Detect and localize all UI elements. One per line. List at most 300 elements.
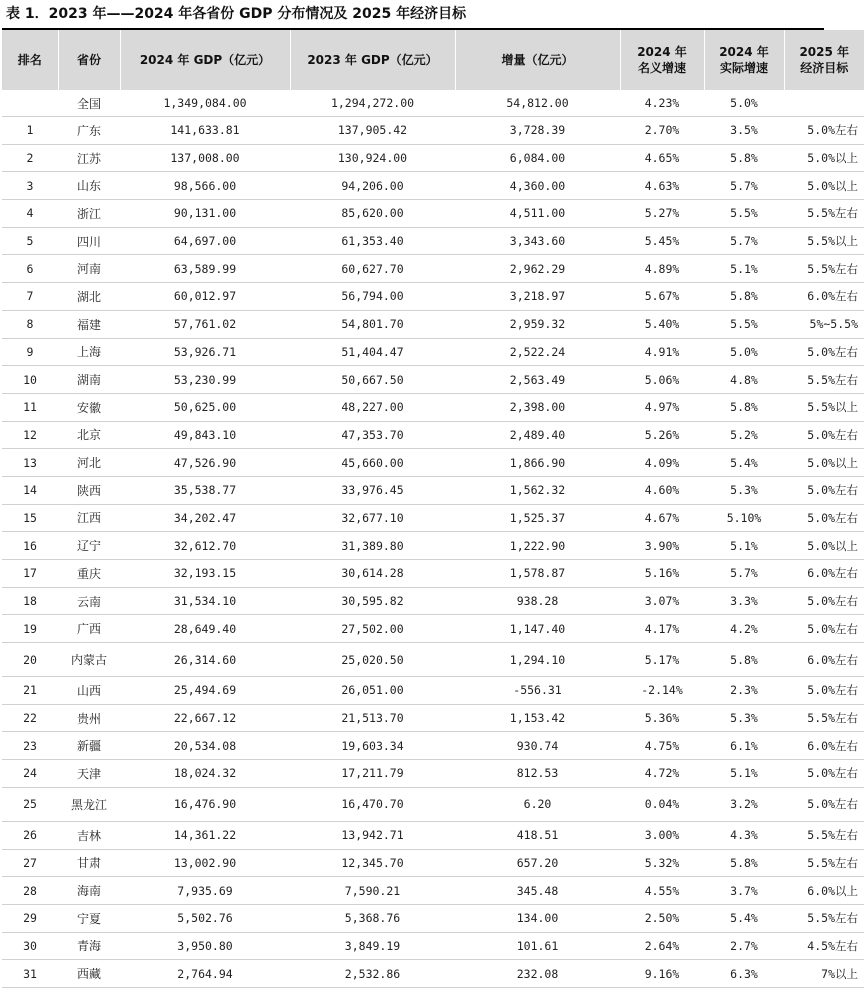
cell-rank: 18 (2, 587, 58, 615)
table-row (2, 732, 864, 760)
table-title: 表 1．2023 年——2024 年各省份 GDP 分布情况及 2025 年经济目标 (6, 6, 467, 22)
cell-nominal-growth: 4.09% (620, 449, 704, 477)
cell-gdp-2023: 30,614.28 (290, 560, 455, 588)
cell-real-growth: 5.1% (704, 255, 784, 283)
cell-gdp-2023: 5,368.76 (290, 904, 455, 932)
cell-gdp-2023: 61,353.40 (290, 227, 455, 255)
cell-increase: 1,562.32 (455, 476, 620, 504)
cell-gdp-2023: 7,590.21 (290, 877, 455, 905)
cell-gdp-2023: 16,470.70 (290, 787, 455, 821)
cell-gdp-2024: 2,764.94 (120, 960, 290, 988)
cell-rank: 13 (2, 449, 58, 477)
cell-province: 青海 (58, 932, 120, 960)
cell-increase: 2,522.24 (455, 338, 620, 366)
cell-gdp-2023: 45,660.00 (290, 449, 455, 477)
table-row (2, 760, 864, 788)
cell-gdp-2024: 16,476.90 (120, 787, 290, 821)
cell-real-growth: 6.3% (704, 960, 784, 988)
cell-rank: 14 (2, 476, 58, 504)
cell-real-growth: 4.2% (704, 615, 784, 643)
cell-gdp-2023: 48,227.00 (290, 393, 455, 421)
cell-gdp-2023: 3,849.19 (290, 932, 455, 960)
cell-gdp-2024: 14,361.22 (120, 821, 290, 849)
cell-real-growth: 5.1% (704, 760, 784, 788)
cell-gdp-2023: 25,020.50 (290, 643, 455, 677)
cell-province: 天津 (58, 760, 120, 788)
cell-gdp-2024: 53,926.71 (120, 338, 290, 366)
cell-increase: 1,525.37 (455, 504, 620, 532)
cell-real-growth: 3.3% (704, 587, 784, 615)
cell-increase: 1,866.90 (455, 449, 620, 477)
cell-target: 5.5%左右 (784, 255, 864, 283)
cell-gdp-2024: 57,761.02 (120, 310, 290, 338)
cell-rank: 24 (2, 760, 58, 788)
cell-target: 5.5%以上 (784, 227, 864, 255)
cell-province: 宁夏 (58, 904, 120, 932)
table-row (2, 877, 864, 905)
cell-nominal-growth: 5.16% (620, 560, 704, 588)
cell-real-growth: 5.8% (704, 283, 784, 311)
cell-real-growth: 5.8% (704, 393, 784, 421)
cell-real-growth: 3.2% (704, 787, 784, 821)
cell-increase: 345.48 (455, 877, 620, 905)
cell-nominal-growth: -2.14% (620, 677, 704, 705)
cell-gdp-2024: 1,349,084.00 (120, 90, 290, 117)
cell-nominal-growth: 4.60% (620, 476, 704, 504)
cell-nominal-growth: 4.55% (620, 877, 704, 905)
cell-gdp-2023: 54,801.70 (290, 310, 455, 338)
table-row (2, 704, 864, 732)
cell-rank: 10 (2, 366, 58, 394)
cell-gdp-2023: 12,345.70 (290, 849, 455, 877)
cell-province: 北京 (58, 421, 120, 449)
cell-increase: 2,563.49 (455, 366, 620, 394)
header-nominal-line2: 名义增速 (637, 61, 686, 75)
cell-real-growth: 5.10% (704, 504, 784, 532)
table-row (2, 504, 864, 532)
cell-nominal-growth: 4.63% (620, 172, 704, 200)
table-row (2, 787, 864, 821)
cell-nominal-growth: 3.90% (620, 532, 704, 560)
cell-rank: 8 (2, 310, 58, 338)
cell-gdp-2023: 137,905.42 (290, 117, 455, 145)
cell-province: 广东 (58, 117, 120, 145)
cell-gdp-2024: 98,566.00 (120, 172, 290, 200)
header-gdp-2023: 2023 年 GDP（亿元） (290, 30, 455, 90)
cell-gdp-2024: 5,502.76 (120, 904, 290, 932)
cell-increase: 657.20 (455, 849, 620, 877)
cell-real-growth: 5.7% (704, 172, 784, 200)
cell-increase: 930.74 (455, 732, 620, 760)
cell-gdp-2023: 56,794.00 (290, 283, 455, 311)
table-row (2, 476, 864, 504)
table-row (2, 338, 864, 366)
table-row (2, 200, 864, 228)
cell-gdp-2024: 50,625.00 (120, 393, 290, 421)
cell-gdp-2024: 32,193.15 (120, 560, 290, 588)
header-increase: 增量（亿元） (455, 30, 620, 90)
cell-real-growth: 5.8% (704, 849, 784, 877)
cell-province: 重庆 (58, 560, 120, 588)
cell-nominal-growth: 5.36% (620, 704, 704, 732)
cell-province: 河北 (58, 449, 120, 477)
cell-target: 5.5%左右 (784, 200, 864, 228)
table-row (2, 677, 864, 705)
cell-real-growth: 2.3% (704, 677, 784, 705)
cell-gdp-2024: 25,494.69 (120, 677, 290, 705)
cell-nominal-growth: 5.67% (620, 283, 704, 311)
cell-rank: 7 (2, 283, 58, 311)
cell-province: 新疆 (58, 732, 120, 760)
cell-gdp-2024: 64,697.00 (120, 227, 290, 255)
cell-rank: 22 (2, 704, 58, 732)
cell-nominal-growth: 4.65% (620, 144, 704, 172)
cell-province: 内蒙古 (58, 643, 120, 677)
cell-rank: 3 (2, 172, 58, 200)
cell-nominal-growth: 4.89% (620, 255, 704, 283)
cell-gdp-2023: 47,353.70 (290, 421, 455, 449)
header-row (2, 30, 864, 90)
cell-province: 上海 (58, 338, 120, 366)
cell-province: 全国 (58, 90, 120, 117)
cell-nominal-growth: 3.00% (620, 821, 704, 849)
cell-rank: 27 (2, 849, 58, 877)
cell-province: 广西 (58, 615, 120, 643)
cell-rank: 29 (2, 904, 58, 932)
cell-gdp-2023: 1,294,272.00 (290, 90, 455, 117)
cell-gdp-2023: 60,627.70 (290, 255, 455, 283)
cell-gdp-2023: 33,976.45 (290, 476, 455, 504)
cell-target: 5.0%以上 (784, 144, 864, 172)
cell-real-growth: 6.1% (704, 732, 784, 760)
cell-increase: 232.08 (455, 960, 620, 988)
header-real-growth (704, 30, 784, 90)
cell-real-growth: 5.0% (704, 338, 784, 366)
cell-target: 5.0%左右 (784, 677, 864, 705)
cell-nominal-growth: 5.27% (620, 200, 704, 228)
table-row (2, 117, 864, 145)
cell-gdp-2024: 32,612.70 (120, 532, 290, 560)
cell-gdp-2023: 130,924.00 (290, 144, 455, 172)
cell-rank: 1 (2, 117, 58, 145)
cell-increase: 4,360.00 (455, 172, 620, 200)
table-row (2, 144, 864, 172)
cell-gdp-2023: 30,595.82 (290, 587, 455, 615)
header-gdp-2024: 2024 年 GDP（亿元） (120, 30, 290, 90)
cell-rank: 20 (2, 643, 58, 677)
cell-rank: 5 (2, 227, 58, 255)
cell-gdp-2023: 94,206.00 (290, 172, 455, 200)
cell-province: 陕西 (58, 476, 120, 504)
cell-nominal-growth: 4.17% (620, 615, 704, 643)
cell-increase: 1,222.90 (455, 532, 620, 560)
cell-increase: -556.31 (455, 677, 620, 705)
cell-rank: 6 (2, 255, 58, 283)
cell-target: 5.0%以上 (784, 172, 864, 200)
cell-increase: 2,959.32 (455, 310, 620, 338)
cell-rank: 2 (2, 144, 58, 172)
cell-real-growth: 5.3% (704, 704, 784, 732)
table-row (2, 643, 864, 677)
cell-target: 5.5%左右 (784, 366, 864, 394)
cell-gdp-2023: 27,502.00 (290, 615, 455, 643)
cell-real-growth: 5.8% (704, 643, 784, 677)
cell-province: 黑龙江 (58, 787, 120, 821)
cell-gdp-2024: 26,314.60 (120, 643, 290, 677)
cell-target: 6.0%左右 (784, 732, 864, 760)
cell-rank: 12 (2, 421, 58, 449)
cell-gdp-2024: 13,002.90 (120, 849, 290, 877)
cell-increase: 2,962.29 (455, 255, 620, 283)
header-real-line2: 实际增速 (719, 61, 768, 75)
cell-province: 海南 (58, 877, 120, 905)
cell-target: 5.0%左右 (784, 338, 864, 366)
table-row (2, 560, 864, 588)
cell-gdp-2024: 141,633.81 (120, 117, 290, 145)
cell-target: 5.5%左右 (784, 821, 864, 849)
cell-target: 5.0%左右 (784, 421, 864, 449)
cell-rank: 19 (2, 615, 58, 643)
cell-province: 湖南 (58, 366, 120, 394)
cell-real-growth: 5.0% (704, 90, 784, 117)
cell-nominal-growth: 2.64% (620, 932, 704, 960)
cell-real-growth: 5.5% (704, 200, 784, 228)
cell-real-growth: 5.8% (704, 144, 784, 172)
cell-gdp-2023: 51,404.47 (290, 338, 455, 366)
header-target-line2: 经济目标 (800, 61, 849, 75)
cell-gdp-2024: 53,230.99 (120, 366, 290, 394)
cell-nominal-growth: 5.32% (620, 849, 704, 877)
cell-increase: 6,084.00 (455, 144, 620, 172)
table-row (2, 255, 864, 283)
cell-nominal-growth: 4.72% (620, 760, 704, 788)
cell-target: 5.0%左右 (784, 615, 864, 643)
cell-rank: 15 (2, 504, 58, 532)
cell-target: 5.5%左右 (784, 704, 864, 732)
cell-increase: 2,398.00 (455, 393, 620, 421)
cell-gdp-2024: 90,131.00 (120, 200, 290, 228)
cell-real-growth: 4.8% (704, 366, 784, 394)
cell-gdp-2024: 3,950.80 (120, 932, 290, 960)
cell-increase: 54,812.00 (455, 90, 620, 117)
cell-increase: 3,728.39 (455, 117, 620, 145)
header-target (784, 30, 864, 90)
cell-nominal-growth: 4.23% (620, 90, 704, 117)
table-row (2, 227, 864, 255)
cell-gdp-2023: 17,211.79 (290, 760, 455, 788)
header-rank: 排名 (2, 30, 58, 90)
header-target-line1: 2025 年 (799, 45, 850, 59)
cell-increase: 2,489.40 (455, 421, 620, 449)
cell-gdp-2024: 49,843.10 (120, 421, 290, 449)
gdp-table (2, 30, 864, 988)
cell-gdp-2024: 22,667.12 (120, 704, 290, 732)
cell-nominal-growth: 4.75% (620, 732, 704, 760)
table-row (2, 283, 864, 311)
cell-rank: 21 (2, 677, 58, 705)
cell-real-growth: 5.1% (704, 532, 784, 560)
cell-target: 5.5%以上 (784, 393, 864, 421)
cell-target: 5.0%左右 (784, 117, 864, 145)
cell-rank: 11 (2, 393, 58, 421)
cell-rank: 31 (2, 960, 58, 988)
cell-province: 西藏 (58, 960, 120, 988)
table-row (2, 532, 864, 560)
cell-rank: 28 (2, 877, 58, 905)
cell-province: 浙江 (58, 200, 120, 228)
cell-real-growth: 5.7% (704, 227, 784, 255)
cell-province: 山东 (58, 172, 120, 200)
header-province: 省份 (58, 30, 120, 90)
cell-gdp-2023: 50,667.50 (290, 366, 455, 394)
cell-gdp-2024: 18,024.32 (120, 760, 290, 788)
cell-target: 4.5%左右 (784, 932, 864, 960)
cell-province: 贵州 (58, 704, 120, 732)
table-row (2, 421, 864, 449)
cell-target: 6.0%左右 (784, 643, 864, 677)
header-real-line1: 2024 年 (719, 45, 769, 59)
table-row (2, 449, 864, 477)
cell-province: 江苏 (58, 144, 120, 172)
cell-province: 山西 (58, 677, 120, 705)
cell-gdp-2024: 60,012.97 (120, 283, 290, 311)
cell-target: 6.0%以上 (784, 877, 864, 905)
cell-increase: 1,294.10 (455, 643, 620, 677)
table-row (2, 960, 864, 988)
cell-gdp-2023: 21,513.70 (290, 704, 455, 732)
table-body (2, 90, 864, 987)
cell-gdp-2024: 20,534.08 (120, 732, 290, 760)
cell-gdp-2024: 7,935.69 (120, 877, 290, 905)
cell-increase: 101.61 (455, 932, 620, 960)
cell-increase: 4,511.00 (455, 200, 620, 228)
table-row (2, 849, 864, 877)
cell-increase: 6.20 (455, 787, 620, 821)
cell-gdp-2024: 28,649.40 (120, 615, 290, 643)
cell-real-growth: 5.4% (704, 904, 784, 932)
cell-rank: 9 (2, 338, 58, 366)
cell-real-growth: 4.3% (704, 821, 784, 849)
cell-nominal-growth: 5.45% (620, 227, 704, 255)
cell-province: 湖北 (58, 283, 120, 311)
cell-nominal-growth: 2.70% (620, 117, 704, 145)
cell-rank: 30 (2, 932, 58, 960)
table-row (2, 393, 864, 421)
cell-increase: 1,578.87 (455, 560, 620, 588)
cell-rank (2, 90, 58, 117)
table-row (2, 821, 864, 849)
cell-nominal-growth: 4.67% (620, 504, 704, 532)
cell-gdp-2024: 31,534.10 (120, 587, 290, 615)
cell-target: 6.0%左右 (784, 283, 864, 311)
cell-gdp-2023: 13,942.71 (290, 821, 455, 849)
cell-real-growth: 5.2% (704, 421, 784, 449)
cell-rank: 26 (2, 821, 58, 849)
cell-gdp-2024: 47,526.90 (120, 449, 290, 477)
cell-nominal-growth: 5.26% (620, 421, 704, 449)
cell-gdp-2024: 35,538.77 (120, 476, 290, 504)
cell-nominal-growth: 0.04% (620, 787, 704, 821)
cell-rank: 17 (2, 560, 58, 588)
cell-nominal-growth: 4.97% (620, 393, 704, 421)
cell-province: 云南 (58, 587, 120, 615)
cell-gdp-2023: 31,389.80 (290, 532, 455, 560)
cell-increase: 134.00 (455, 904, 620, 932)
cell-gdp-2023: 19,603.34 (290, 732, 455, 760)
cell-target: 5.5%左右 (784, 904, 864, 932)
cell-target: 5.0%左右 (784, 504, 864, 532)
cell-rank: 4 (2, 200, 58, 228)
cell-real-growth: 3.7% (704, 877, 784, 905)
cell-target: 6.0%左右 (784, 560, 864, 588)
cell-province: 甘肃 (58, 849, 120, 877)
cell-increase: 3,343.60 (455, 227, 620, 255)
cell-increase: 3,218.97 (455, 283, 620, 311)
cell-province: 辽宁 (58, 532, 120, 560)
cell-real-growth: 5.4% (704, 449, 784, 477)
cell-real-growth: 5.5% (704, 310, 784, 338)
cell-nominal-growth: 5.06% (620, 366, 704, 394)
table-row (2, 366, 864, 394)
cell-nominal-growth: 3.07% (620, 587, 704, 615)
table-row (2, 615, 864, 643)
cell-gdp-2023: 85,620.00 (290, 200, 455, 228)
table-row (2, 904, 864, 932)
cell-province: 四川 (58, 227, 120, 255)
cell-rank: 23 (2, 732, 58, 760)
cell-target: 5.0%以上 (784, 532, 864, 560)
header-nominal-line1: 2024 年 (637, 45, 687, 59)
cell-increase: 938.28 (455, 587, 620, 615)
table-row (2, 310, 864, 338)
table-row (2, 172, 864, 200)
cell-target: 5.0%左右 (784, 587, 864, 615)
cell-increase: 1,147.40 (455, 615, 620, 643)
cell-gdp-2024: 34,202.47 (120, 504, 290, 532)
table-row (2, 932, 864, 960)
cell-nominal-growth: 5.40% (620, 310, 704, 338)
cell-target: 5.5%左右 (784, 849, 864, 877)
cell-target: 5.0%左右 (784, 476, 864, 504)
cell-gdp-2023: 26,051.00 (290, 677, 455, 705)
cell-gdp-2023: 2,532.86 (290, 960, 455, 988)
cell-target: 5.0%左右 (784, 787, 864, 821)
cell-real-growth: 3.5% (704, 117, 784, 145)
cell-nominal-growth: 5.17% (620, 643, 704, 677)
cell-rank: 25 (2, 787, 58, 821)
cell-real-growth: 2.7% (704, 932, 784, 960)
cell-target: 5%~5.5% (784, 310, 864, 338)
cell-increase: 418.51 (455, 821, 620, 849)
cell-gdp-2023: 32,677.10 (290, 504, 455, 532)
cell-province: 安徽 (58, 393, 120, 421)
cell-nominal-growth: 4.91% (620, 338, 704, 366)
cell-province: 吉林 (58, 821, 120, 849)
cell-real-growth: 5.3% (704, 476, 784, 504)
cell-nominal-growth: 2.50% (620, 904, 704, 932)
cell-gdp-2024: 137,008.00 (120, 144, 290, 172)
header-nominal-growth (620, 30, 704, 90)
cell-rank: 16 (2, 532, 58, 560)
cell-target: 7%以上 (784, 960, 864, 988)
cell-increase: 1,153.42 (455, 704, 620, 732)
table-row (2, 587, 864, 615)
table-row (2, 90, 864, 117)
cell-gdp-2024: 63,589.99 (120, 255, 290, 283)
cell-increase: 812.53 (455, 760, 620, 788)
cell-target: 5.0%以上 (784, 449, 864, 477)
cell-target: 5.0%左右 (784, 760, 864, 788)
